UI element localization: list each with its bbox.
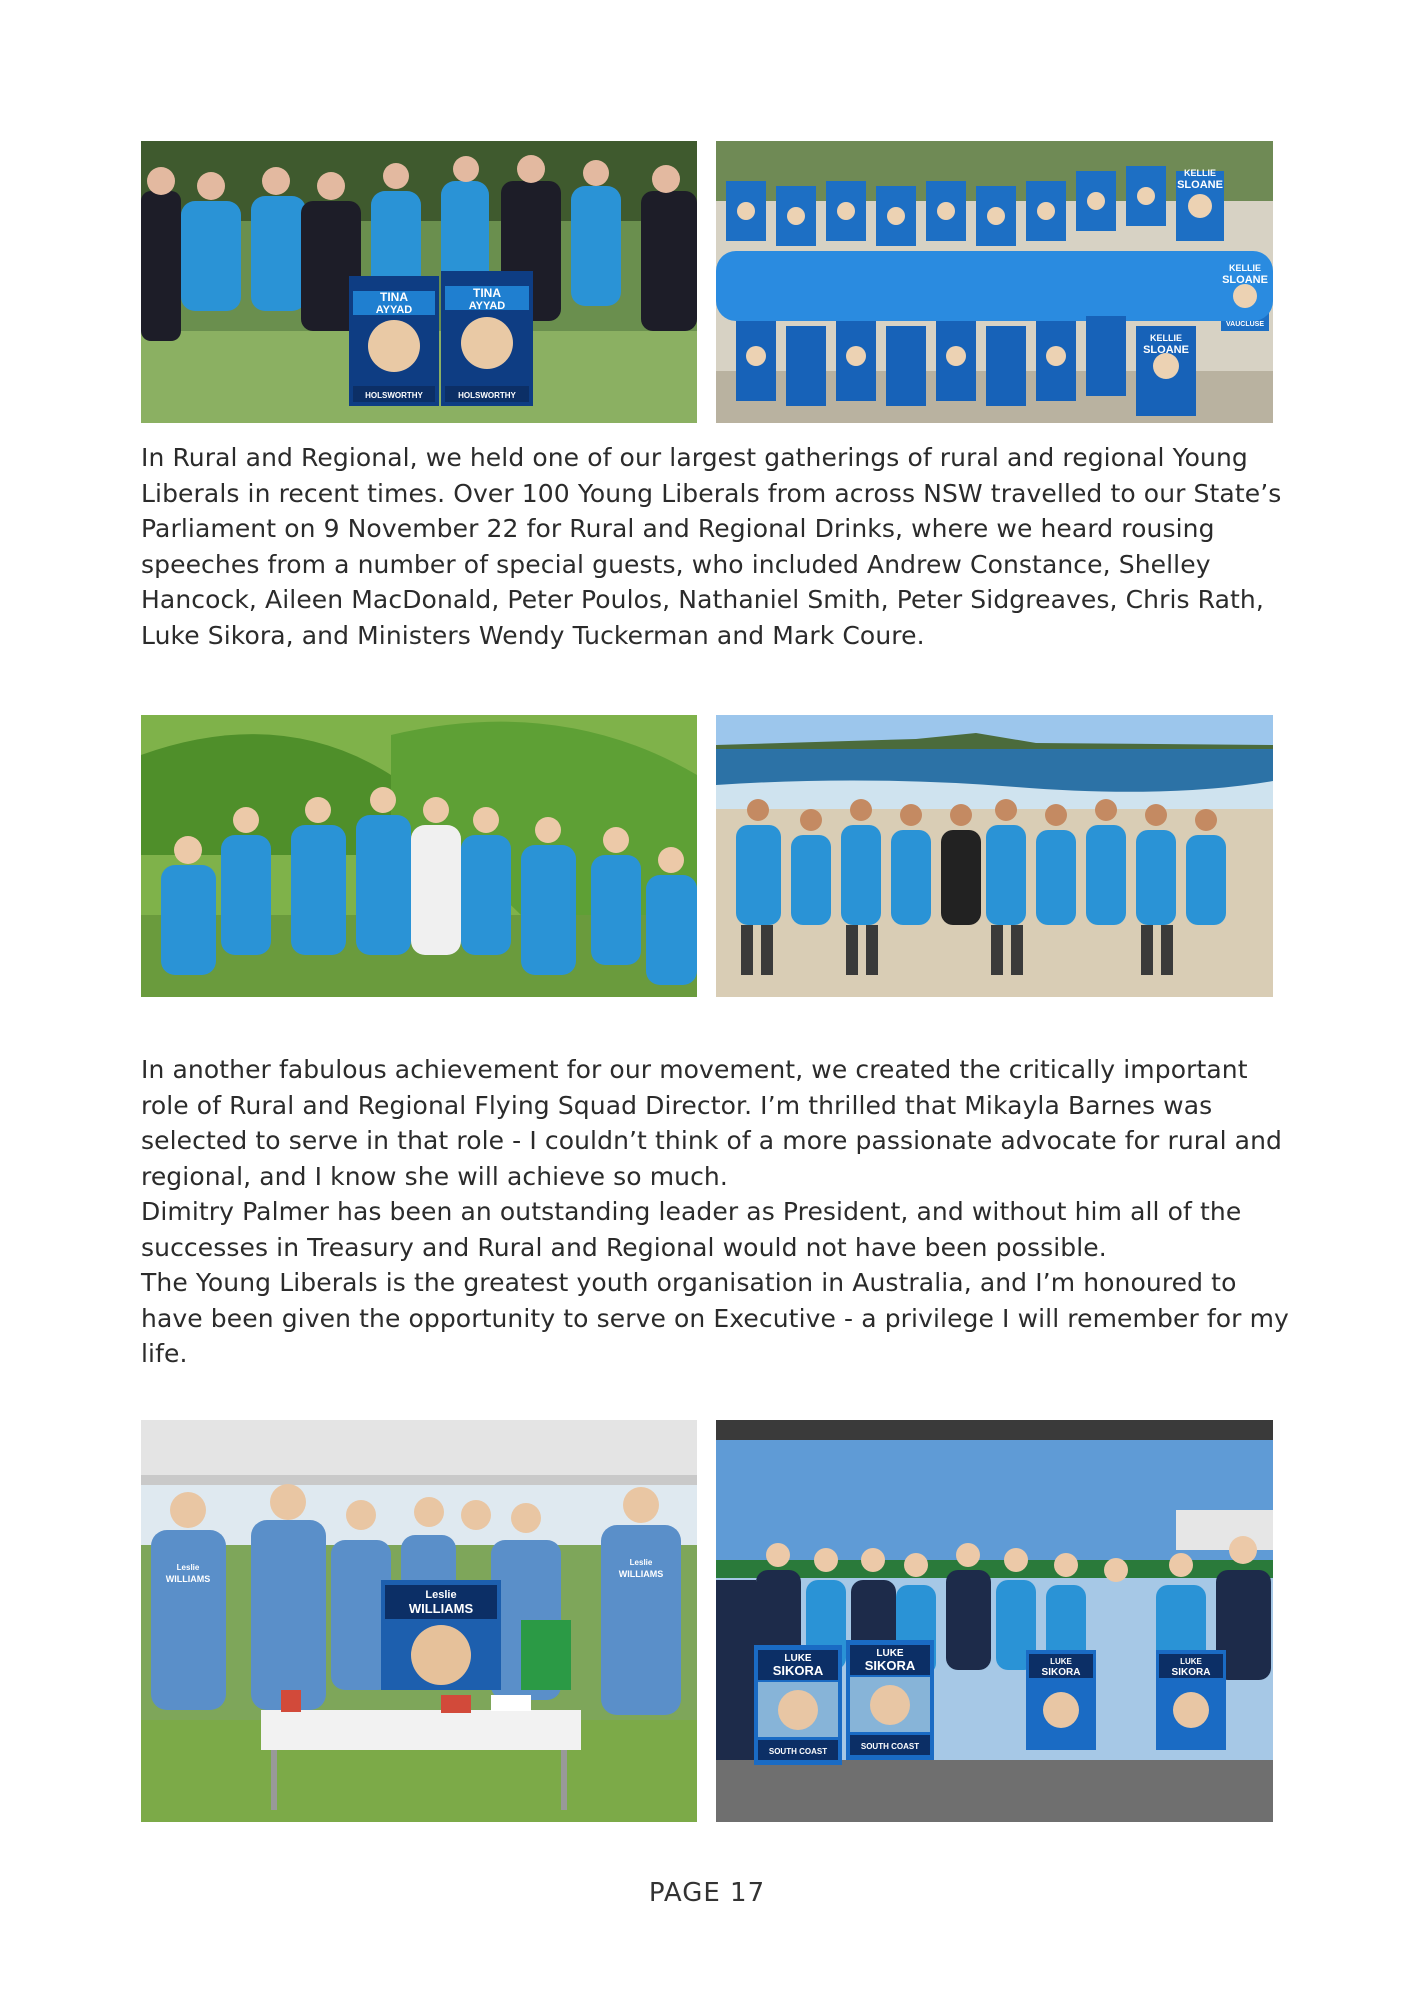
sign-name-bottom: SIKORA [1171, 1667, 1211, 1678]
sign-seat: SOUTH COAST [768, 1747, 828, 1756]
paragraph-block-executive [141, 1052, 1291, 1372]
photo-kellie-sloane-volunteers [716, 141, 1273, 423]
sign-name-top: TINA [380, 290, 408, 304]
photo-tina-ayyad-team [141, 141, 697, 423]
sign-name-top: LUKE [1180, 1657, 1202, 1666]
sign-name-bottom: SIKORA [864, 1658, 916, 1673]
sign-name-top: Leslie [425, 1589, 457, 1601]
photo-luke-sikora-team [716, 1420, 1273, 1822]
paragraph-honoured: The Young Liberals is the greatest youth organisation in Australia, and I’m honoured to have been given the opportunity to serve on Executive - a privilege I will remember for my life. [141, 1268, 1289, 1368]
sign-seat: SOUTH COAST [860, 1742, 920, 1751]
sign-name-bottom: WILLIAMS [408, 1601, 474, 1616]
photo-leslie-williams-stall [141, 1420, 697, 1822]
shirt-name-top: Leslie [176, 1563, 200, 1572]
sign-name-bottom: AYYAD [468, 300, 506, 312]
photo-garden-group [141, 715, 697, 997]
sign-name-top: KELLIE [1183, 168, 1217, 178]
paragraph-rural-regional [141, 440, 1291, 653]
sign-name-top: LUKE [876, 1648, 904, 1659]
paragraph-text: In Rural and Regional, we held one of our largest gatherings of rural and regional Young Liberals in recent times. Over 100 Young Liberals from across NSW travelled to our State’s Parliament on 9 November 22 for Rural and Regional Drinks, where we heard rousing speeches from a number of special guests, who included Andrew Constance, Shelley Hancock, Aileen MacDonald, Peter Poulos, Nathaniel Smith, Peter Sidgreaves, Chris Rath, Luke Sikora, and Ministers Wendy Tuckerman and Mark Coure. [141, 443, 1282, 650]
page-number: PAGE 17 [648, 1878, 766, 1908]
sign-name-bottom: AYYAD [375, 304, 413, 316]
paragraph-president: Dimitry Palmer has been an outstanding leader as President, and without him all of the successes in Treasury and Rural and Regional would not have been possible. [141, 1197, 1242, 1262]
paragraph-achievement: In another fabulous achievement for our movement, we created the critically important role of Rural and Regional Flying Squad Director. I’m thrilled that Mikayla Barnes was selected to serve in that role - I couldn’t think of a more passionate advocate for rural and regional, and I know she will achieve so much. [141, 1055, 1283, 1191]
sign-name-bottom: SLOANE [1177, 179, 1223, 191]
sign-seat: HOLSWORTHY [458, 391, 516, 400]
sign-name-top: KELLIE [1228, 263, 1262, 273]
sign-name-bottom: SIKORA [772, 1663, 824, 1678]
sign-name-bottom: SLOANE [1143, 344, 1189, 356]
sign-name-top: LUKE [1050, 1657, 1072, 1666]
sign-name-top: KELLIE [1149, 333, 1183, 343]
sign-seat: VAUCLUSE [1226, 321, 1264, 328]
shirt-name-bottom: WILLIAMS [165, 1574, 211, 1584]
shirt-name-top: Leslie [629, 1558, 653, 1567]
photo-beach-group [716, 715, 1273, 997]
sign-seat: HOLSWORTHY [365, 391, 423, 400]
shirt-name-bottom: WILLIAMS [618, 1569, 664, 1579]
sign-name-bottom: SLOANE [1222, 274, 1268, 286]
sign-name-bottom: SIKORA [1041, 1667, 1081, 1678]
sign-name-top: LUKE [784, 1653, 812, 1664]
sign-name-top: TINA [473, 286, 501, 300]
